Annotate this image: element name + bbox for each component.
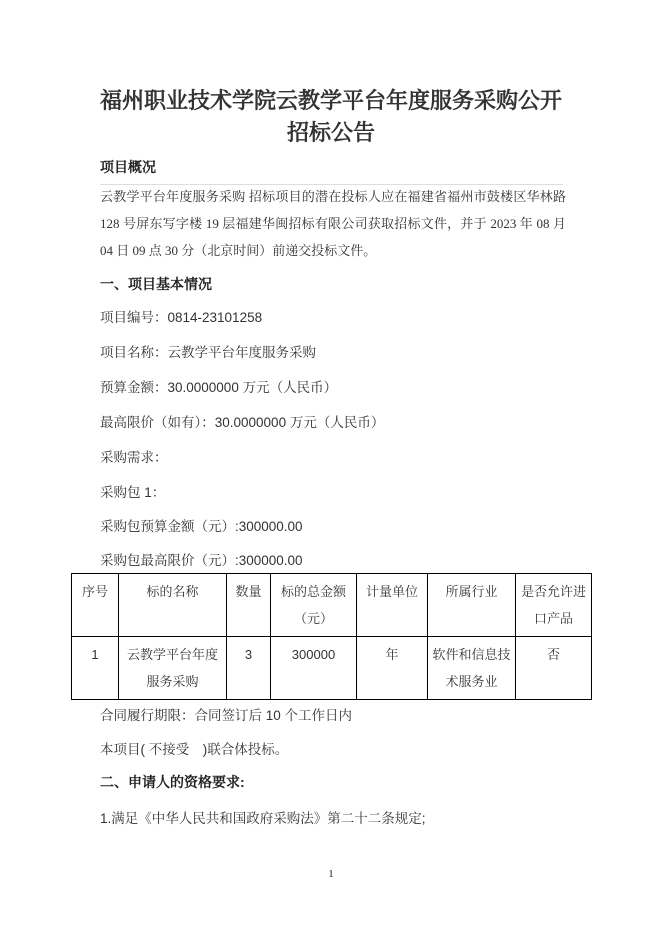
contract-period: 合同履行期限：合同签订后 10 个工作日内 [100,708,353,723]
header-cell: 是否允许进口产品 [516,574,592,637]
qualification-item-1: 1.满足《中华人民共和国政府采购法》第二十二条规定; [100,811,426,826]
budget-amount: 预算金额：30.0000000 万元（人民币） [100,380,338,395]
consortium-statement: 本项目( 不接受 )联合体投标。 [100,742,289,757]
cell-unit: 年 [357,637,428,700]
cell-item-name: 云教学平台年度服务采购 [119,637,227,700]
procurement-needs: 采购需求： [100,450,168,465]
header-cell: 标的名称 [119,574,227,637]
header-cell: 数量 [227,574,271,637]
document-title-line2: 招标公告 [286,120,375,145]
header-cell: 标的总金额（元） [271,574,357,637]
table-row [72,637,592,700]
cell-industry: 软件和信息技术服务业 [428,637,516,700]
page-number: 1 [328,868,334,880]
max-price: 最高限价（如有）：30.0000000 万元（人民币） [100,415,385,430]
section2-heading: 二、申请人的资格要求: [100,774,245,790]
project-number: 项目编号：0814-23101258 [100,310,263,325]
cell-index: 1 [72,637,119,700]
cell-quantity: 3 [227,637,271,700]
header-cell: 计量单位 [357,574,428,637]
overview-heading: 项目概况 [100,159,156,175]
package-budget: 采购包预算金额（元）:300000.00 [100,519,303,534]
header-cell: 所属行业 [428,574,516,637]
package-max-price: 采购包最高限价（元）:300000.00 [100,553,303,568]
overview-text: 云教学平台年度服务采购 招标项目的潜在投标人应在福建省福州市鼓楼区华林路 128 号屏东写字楼 19 层福建华闽招标有限公司获取招标文件，并于 2023 年 08 月 04 日 09 点 30 分（北京时间）前递交投标文件。 [100,189,566,258]
procurement-table [71,573,592,700]
section1-heading: 一、项目基本情况 [100,276,212,292]
project-name: 项目名称：云教学平台年度服务采购 [100,345,316,360]
cell-total-amount: 300000 [271,637,357,700]
document-title-line1: 福州职业技术学院云教学平台年度服务采购公开 [99,88,562,113]
cell-import-allowed: 否 [516,637,592,700]
header-cell: 序号 [72,574,119,637]
package-label: 采购包 1： [100,485,166,500]
table-header-row [72,574,592,637]
